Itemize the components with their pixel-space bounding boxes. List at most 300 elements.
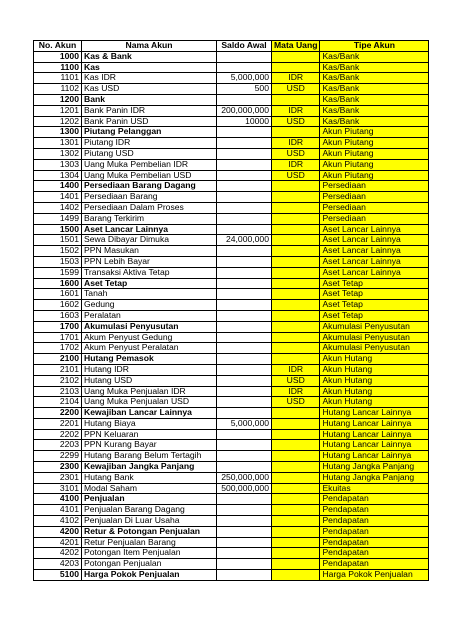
cell-currency xyxy=(272,278,320,289)
table-row xyxy=(34,548,429,559)
cell-account-name: Uang Muka Penjualan USD xyxy=(82,397,217,408)
cell-account-type: Pendapatan xyxy=(320,494,429,505)
cell-account-type: Kas/Bank xyxy=(320,116,429,127)
cell-account-type: Akumulasi Penyusutan xyxy=(320,343,429,354)
header-row xyxy=(34,41,429,52)
cell-account-number: 2101 xyxy=(34,364,82,375)
cell-account-type: Hutang Jangka Panjang xyxy=(320,462,429,473)
cell-opening-balance xyxy=(217,494,272,505)
cell-account-name: Bank xyxy=(82,94,217,105)
cell-currency: IDR xyxy=(272,105,320,116)
cell-account-number: 1600 xyxy=(34,278,82,289)
cell-currency: USD xyxy=(272,84,320,95)
cell-account-name: Potongan Penjualan xyxy=(82,559,217,570)
cell-account-number: 2301 xyxy=(34,472,82,483)
cell-account-number: 1402 xyxy=(34,202,82,213)
cell-currency: USD xyxy=(272,170,320,181)
header-saldo-awal: Saldo Awal xyxy=(217,41,272,52)
table-row xyxy=(34,181,429,192)
cell-account-type: Akumulasi Penyusutan xyxy=(320,332,429,343)
cell-currency xyxy=(272,451,320,462)
cell-currency xyxy=(272,526,320,537)
table-row xyxy=(34,51,429,62)
table-row xyxy=(34,235,429,246)
table-row xyxy=(34,494,429,505)
cell-account-name: PPN Masukan xyxy=(82,246,217,257)
cell-account-name: Akum Penyust Gedung xyxy=(82,332,217,343)
cell-currency: IDR xyxy=(272,159,320,170)
cell-account-type: Hutang Lancar Lainnya xyxy=(320,418,429,429)
cell-account-type: Akun Hutang xyxy=(320,375,429,386)
cell-currency xyxy=(272,494,320,505)
cell-account-number: 4202 xyxy=(34,548,82,559)
cell-account-number: 5100 xyxy=(34,570,82,581)
cell-account-number: 2104 xyxy=(34,397,82,408)
cell-account-name: Barang Terkirim xyxy=(82,213,217,224)
table-row xyxy=(34,62,429,73)
cell-account-name: Hutang Bank xyxy=(82,472,217,483)
table-row xyxy=(34,483,429,494)
cell-account-type: Kas/Bank xyxy=(320,94,429,105)
cell-account-name: Kas USD xyxy=(82,84,217,95)
cell-opening-balance xyxy=(217,526,272,537)
cell-account-name: Gedung xyxy=(82,300,217,311)
cell-account-name: Aset Lancar Lainnya xyxy=(82,224,217,235)
header-no-akun: No. Akun xyxy=(34,41,82,52)
cell-account-type: Akun Hutang xyxy=(320,397,429,408)
cell-account-number: 1601 xyxy=(34,289,82,300)
cell-currency xyxy=(272,181,320,192)
cell-account-type: Aset Tetap xyxy=(320,300,429,311)
cell-account-type: Akun Piutang xyxy=(320,127,429,138)
cell-account-name: Uang Muka Penjualan IDR xyxy=(82,386,217,397)
cell-opening-balance xyxy=(217,51,272,62)
table-row xyxy=(34,462,429,473)
cell-opening-balance xyxy=(217,62,272,73)
cell-account-name: Piutang Pelanggan xyxy=(82,127,217,138)
cell-account-number: 1201 xyxy=(34,105,82,116)
cell-account-type: Persediaan xyxy=(320,192,429,203)
cell-account-name: PPN Lebih Bayar xyxy=(82,256,217,267)
cell-account-type: Pendapatan xyxy=(320,526,429,537)
cell-account-number: 2299 xyxy=(34,451,82,462)
cell-account-type: Akun Hutang xyxy=(320,354,429,365)
cell-opening-balance xyxy=(217,138,272,149)
cell-account-name: PPN Keluaran xyxy=(82,429,217,440)
cell-currency xyxy=(272,235,320,246)
cell-currency xyxy=(272,570,320,581)
cell-opening-balance xyxy=(217,548,272,559)
cell-account-name: Retur Penjualan Barang xyxy=(82,537,217,548)
cell-account-name: Hutang Pemasok xyxy=(82,354,217,365)
cell-account-number: 1300 xyxy=(34,127,82,138)
cell-account-name: Hutang Barang Belum Tertagih xyxy=(82,451,217,462)
table-row xyxy=(34,354,429,365)
cell-account-number: 1302 xyxy=(34,148,82,159)
cell-account-number: 2300 xyxy=(34,462,82,473)
cell-opening-balance xyxy=(217,192,272,203)
cell-account-type: Akun Hutang xyxy=(320,364,429,375)
cell-account-number: 2102 xyxy=(34,375,82,386)
cell-account-number: 2100 xyxy=(34,354,82,365)
cell-account-type: Akun Piutang xyxy=(320,170,429,181)
cell-opening-balance xyxy=(217,386,272,397)
cell-account-number: 1602 xyxy=(34,300,82,311)
table-row xyxy=(34,472,429,483)
cell-account-name: Transaksi Aktiva Tetap xyxy=(82,267,217,278)
cell-account-number: 1400 xyxy=(34,181,82,192)
cell-account-name: Hutang IDR xyxy=(82,364,217,375)
cell-account-name: Kas & Bank xyxy=(82,51,217,62)
cell-account-type: Pendapatan xyxy=(320,537,429,548)
table-row xyxy=(34,559,429,570)
cell-account-number: 2201 xyxy=(34,418,82,429)
cell-account-type: Akumulasi Penyusutan xyxy=(320,321,429,332)
cell-account-number: 2103 xyxy=(34,386,82,397)
cell-currency xyxy=(272,202,320,213)
cell-account-name: Penjualan xyxy=(82,494,217,505)
table-row xyxy=(34,278,429,289)
cell-opening-balance xyxy=(217,505,272,516)
cell-account-number: 4203 xyxy=(34,559,82,570)
cell-account-name: Bank Panin USD xyxy=(82,116,217,127)
table-row xyxy=(34,105,429,116)
cell-currency xyxy=(272,51,320,62)
cell-opening-balance xyxy=(217,202,272,213)
cell-account-type: Hutang Lancar Lainnya xyxy=(320,440,429,451)
table-row xyxy=(34,202,429,213)
cell-account-name: Uang Muka Pembelian USD xyxy=(82,170,217,181)
cell-opening-balance xyxy=(217,181,272,192)
cell-currency: IDR xyxy=(272,138,320,149)
cell-currency xyxy=(272,516,320,527)
cell-currency xyxy=(272,462,320,473)
table-row xyxy=(34,127,429,138)
cell-currency xyxy=(272,213,320,224)
cell-account-number: 2200 xyxy=(34,408,82,419)
cell-account-name: Hutang Biaya xyxy=(82,418,217,429)
cell-currency xyxy=(272,321,320,332)
cell-account-number: 1304 xyxy=(34,170,82,181)
cell-currency xyxy=(272,483,320,494)
cell-account-type: Aset Tetap xyxy=(320,310,429,321)
cell-currency xyxy=(272,94,320,105)
cell-currency xyxy=(272,289,320,300)
cell-account-type: Kas/Bank xyxy=(320,51,429,62)
table-row xyxy=(34,516,429,527)
cell-account-number: 2202 xyxy=(34,429,82,440)
cell-account-name: Peralatan xyxy=(82,310,217,321)
cell-account-name: Penjualan Barang Dagang xyxy=(82,505,217,516)
cell-account-name: Persediaan Barang Dagang xyxy=(82,181,217,192)
cell-opening-balance xyxy=(217,256,272,267)
table-row xyxy=(34,375,429,386)
cell-account-number: 1700 xyxy=(34,321,82,332)
cell-opening-balance: 10000 xyxy=(217,116,272,127)
cell-account-number: 1101 xyxy=(34,73,82,84)
cell-opening-balance xyxy=(217,397,272,408)
cell-currency xyxy=(272,310,320,321)
cell-account-type: Akun Piutang xyxy=(320,159,429,170)
cell-account-name: Modal Saham xyxy=(82,483,217,494)
cell-account-type: Hutang Lancar Lainnya xyxy=(320,429,429,440)
cell-account-name: Potongan Item Penjualan xyxy=(82,548,217,559)
cell-account-number: 1701 xyxy=(34,332,82,343)
cell-account-name: Sewa Dibayar Dimuka xyxy=(82,235,217,246)
cell-currency: USD xyxy=(272,397,320,408)
table-row xyxy=(34,451,429,462)
cell-opening-balance xyxy=(217,570,272,581)
cell-account-type: Aset Lancar Lainnya xyxy=(320,224,429,235)
cell-opening-balance xyxy=(217,159,272,170)
table-row xyxy=(34,408,429,419)
cell-account-number: 1503 xyxy=(34,256,82,267)
cell-account-type: Ekuitas xyxy=(320,483,429,494)
cell-opening-balance xyxy=(217,537,272,548)
cell-account-type: Kas/Bank xyxy=(320,105,429,116)
cell-account-type: Akun Piutang xyxy=(320,148,429,159)
cell-account-number: 1502 xyxy=(34,246,82,257)
cell-opening-balance xyxy=(217,300,272,311)
table-row xyxy=(34,289,429,300)
cell-currency xyxy=(272,440,320,451)
table-row xyxy=(34,84,429,95)
cell-account-number: 4201 xyxy=(34,537,82,548)
cell-account-name: Akum Penyust Peralatan xyxy=(82,343,217,354)
cell-opening-balance xyxy=(217,559,272,570)
cell-opening-balance xyxy=(217,440,272,451)
table-row xyxy=(34,138,429,149)
cell-currency xyxy=(272,537,320,548)
cell-opening-balance xyxy=(217,364,272,375)
header-mata-uang: Mata Uang xyxy=(272,41,320,52)
cell-opening-balance xyxy=(217,310,272,321)
cell-account-number: 1499 xyxy=(34,213,82,224)
cell-opening-balance xyxy=(217,375,272,386)
cell-account-number: 1000 xyxy=(34,51,82,62)
cell-account-type: Persediaan xyxy=(320,213,429,224)
cell-currency xyxy=(272,418,320,429)
cell-currency: USD xyxy=(272,116,320,127)
cell-currency: IDR xyxy=(272,386,320,397)
cell-account-name: Tanah xyxy=(82,289,217,300)
cell-currency xyxy=(272,62,320,73)
cell-opening-balance xyxy=(217,408,272,419)
cell-account-type: Aset Tetap xyxy=(320,289,429,300)
cell-currency xyxy=(272,224,320,235)
cell-opening-balance xyxy=(217,148,272,159)
cell-opening-balance xyxy=(217,462,272,473)
cell-opening-balance xyxy=(217,224,272,235)
cell-account-number: 4200 xyxy=(34,526,82,537)
table-row xyxy=(34,505,429,516)
cell-account-name: Kas IDR xyxy=(82,73,217,84)
cell-currency xyxy=(272,472,320,483)
cell-account-type: Harga Pokok Penjualan xyxy=(320,570,429,581)
table-row xyxy=(34,94,429,105)
table-row xyxy=(34,246,429,257)
chart-of-accounts-table xyxy=(33,40,429,581)
cell-currency xyxy=(272,332,320,343)
table-row xyxy=(34,537,429,548)
cell-account-number: 1500 xyxy=(34,224,82,235)
cell-opening-balance xyxy=(217,516,272,527)
table-row xyxy=(34,321,429,332)
cell-opening-balance xyxy=(217,429,272,440)
table-row xyxy=(34,429,429,440)
cell-account-type: Kas/Bank xyxy=(320,73,429,84)
cell-account-name: Aset Tetap xyxy=(82,278,217,289)
cell-opening-balance: 5,000,000 xyxy=(217,73,272,84)
cell-currency xyxy=(272,343,320,354)
cell-currency xyxy=(272,246,320,257)
cell-currency: IDR xyxy=(272,73,320,84)
table-row xyxy=(34,397,429,408)
cell-account-name: Penjualan Di Luar Usaha xyxy=(82,516,217,527)
header-nama-akun: Nama Akun xyxy=(82,41,217,52)
cell-account-type: Aset Lancar Lainnya xyxy=(320,256,429,267)
cell-opening-balance: 24,000,000 xyxy=(217,235,272,246)
table-row xyxy=(34,418,429,429)
table-row xyxy=(34,310,429,321)
cell-opening-balance: 500 xyxy=(217,84,272,95)
cell-account-number: 4101 xyxy=(34,505,82,516)
cell-opening-balance xyxy=(217,127,272,138)
cell-currency xyxy=(272,127,320,138)
cell-account-number: 4100 xyxy=(34,494,82,505)
cell-opening-balance: 250,000,000 xyxy=(217,472,272,483)
cell-account-name: Kewajiban Jangka Panjang xyxy=(82,462,217,473)
cell-opening-balance xyxy=(217,289,272,300)
cell-account-number: 1599 xyxy=(34,267,82,278)
cell-currency xyxy=(272,267,320,278)
cell-opening-balance xyxy=(217,246,272,257)
cell-opening-balance: 200,000,000 xyxy=(217,105,272,116)
cell-currency xyxy=(272,354,320,365)
cell-account-number: 1301 xyxy=(34,138,82,149)
table-row xyxy=(34,343,429,354)
cell-account-type: Aset Tetap xyxy=(320,278,429,289)
cell-account-name: Kewajiban Lancar Lainnya xyxy=(82,408,217,419)
cell-opening-balance xyxy=(217,321,272,332)
cell-account-type: Kas/Bank xyxy=(320,84,429,95)
cell-currency xyxy=(272,505,320,516)
cell-currency xyxy=(272,408,320,419)
table-row xyxy=(34,300,429,311)
cell-account-type: Pendapatan xyxy=(320,559,429,570)
header-tipe-akun: Tipe Akun xyxy=(320,41,429,52)
cell-account-type: Aset Lancar Lainnya xyxy=(320,235,429,246)
cell-currency: IDR xyxy=(272,364,320,375)
cell-account-type: Hutang Lancar Lainnya xyxy=(320,408,429,419)
cell-account-type: Persediaan xyxy=(320,181,429,192)
table-row xyxy=(34,364,429,375)
cell-opening-balance xyxy=(217,451,272,462)
cell-account-number: 1303 xyxy=(34,159,82,170)
cell-account-name: Bank Panin IDR xyxy=(82,105,217,116)
cell-account-type: Pendapatan xyxy=(320,516,429,527)
cell-account-number: 3101 xyxy=(34,483,82,494)
cell-opening-balance xyxy=(217,267,272,278)
table-row xyxy=(34,192,429,203)
cell-account-name: Persediaan Barang xyxy=(82,192,217,203)
cell-account-type: Pendapatan xyxy=(320,505,429,516)
cell-account-number: 1501 xyxy=(34,235,82,246)
cell-account-number: 1702 xyxy=(34,343,82,354)
cell-currency: USD xyxy=(272,148,320,159)
cell-account-name: Akumulasi Penyusutan xyxy=(82,321,217,332)
table-row xyxy=(34,570,429,581)
cell-account-name: Retur & Potongan Penjualan xyxy=(82,526,217,537)
cell-account-name: Piutang IDR xyxy=(82,138,217,149)
cell-account-number: 1401 xyxy=(34,192,82,203)
cell-account-name: Harga Pokok Penjualan xyxy=(82,570,217,581)
cell-account-type: Pendapatan xyxy=(320,548,429,559)
table-row xyxy=(34,73,429,84)
cell-account-type: Persediaan xyxy=(320,202,429,213)
cell-account-number: 1202 xyxy=(34,116,82,127)
table-row xyxy=(34,526,429,537)
cell-account-type: Hutang Jangka Panjang xyxy=(320,472,429,483)
cell-opening-balance xyxy=(217,332,272,343)
cell-opening-balance xyxy=(217,278,272,289)
table-row xyxy=(34,159,429,170)
cell-currency xyxy=(272,192,320,203)
cell-account-number: 1603 xyxy=(34,310,82,321)
cell-account-type: Aset Lancar Lainnya xyxy=(320,267,429,278)
cell-opening-balance: 5,000,000 xyxy=(217,418,272,429)
cell-account-number: 1100 xyxy=(34,62,82,73)
cell-account-name: Hutang USD xyxy=(82,375,217,386)
cell-opening-balance xyxy=(217,354,272,365)
cell-currency xyxy=(272,559,320,570)
table-row xyxy=(34,148,429,159)
cell-account-number: 2203 xyxy=(34,440,82,451)
cell-account-name: Uang Muka Pembelian IDR xyxy=(82,159,217,170)
table-row xyxy=(34,170,429,181)
cell-opening-balance xyxy=(217,343,272,354)
cell-opening-balance xyxy=(217,170,272,181)
cell-account-name: PPN Kurang Bayar xyxy=(82,440,217,451)
table-row xyxy=(34,386,429,397)
cell-account-name: Kas xyxy=(82,62,217,73)
cell-opening-balance xyxy=(217,213,272,224)
table-row xyxy=(34,332,429,343)
cell-currency xyxy=(272,429,320,440)
cell-account-name: Persediaan Dalam Proses xyxy=(82,202,217,213)
table-row xyxy=(34,224,429,235)
cell-opening-balance: 500,000,000 xyxy=(217,483,272,494)
table-row xyxy=(34,440,429,451)
cell-opening-balance xyxy=(217,94,272,105)
cell-account-type: Akun Hutang xyxy=(320,386,429,397)
cell-currency xyxy=(272,300,320,311)
cell-account-type: Kas/Bank xyxy=(320,62,429,73)
cell-account-type: Akun Piutang xyxy=(320,138,429,149)
cell-currency xyxy=(272,256,320,267)
cell-currency: USD xyxy=(272,375,320,386)
cell-account-number: 1102 xyxy=(34,84,82,95)
cell-account-type: Hutang Lancar Lainnya xyxy=(320,451,429,462)
cell-account-type: Aset Lancar Lainnya xyxy=(320,246,429,257)
table-row xyxy=(34,116,429,127)
table-row xyxy=(34,256,429,267)
table-row xyxy=(34,267,429,278)
cell-account-number: 1200 xyxy=(34,94,82,105)
cell-account-name: Piutang USD xyxy=(82,148,217,159)
cell-account-number: 4102 xyxy=(34,516,82,527)
table-row xyxy=(34,213,429,224)
